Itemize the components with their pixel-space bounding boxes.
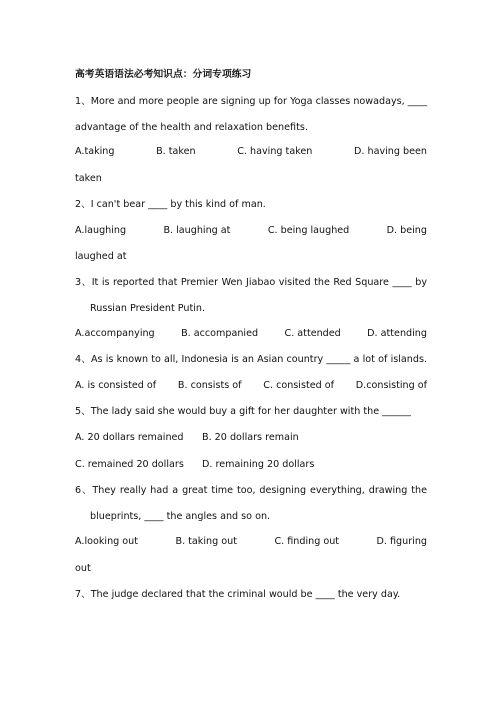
- option-a: A.laughing: [75, 225, 127, 236]
- question-1-text: 1、More and more people are signing up for Yoga classes nowadays, ____: [75, 96, 427, 107]
- option-d: D. attending: [367, 328, 427, 339]
- option-a: A. 20 dollars remained: [75, 432, 184, 443]
- option-d: D. being: [386, 225, 427, 236]
- option-c: C. remained 20 dollars: [75, 459, 184, 470]
- option-c: C. having taken: [237, 146, 313, 157]
- question-6-option-tail: out: [75, 563, 91, 574]
- question-1-text-cont: advantage of the health and relaxation benefits.: [75, 122, 308, 133]
- option-b: B. consists of: [177, 380, 242, 391]
- option-a: A. is consisted of: [75, 380, 157, 391]
- option-c: C. being laughed: [267, 225, 350, 236]
- option-a: A.taking: [75, 146, 115, 157]
- option-b: B. accompanied: [181, 328, 259, 339]
- option-a: A.accompanying: [75, 328, 155, 339]
- question-2-option-tail: laughed at: [75, 251, 127, 262]
- question-4-options: [75, 380, 427, 392]
- option-b: B. taken: [156, 146, 196, 157]
- question-2-options: [75, 225, 427, 237]
- option-d: D.consisting of: [355, 380, 427, 391]
- question-1-options: [75, 146, 427, 158]
- option-a: A.looking out: [75, 536, 139, 547]
- question-4-text: 4、As is known to all, Indonesia is an Asian country _____ a lot of islands.: [75, 354, 427, 365]
- option-d: D. having been: [354, 146, 427, 157]
- option-b: B. 20 dollars remain: [202, 432, 299, 443]
- question-5-text: 5、The lady said she would buy a gift for her daughter with the ______: [75, 406, 411, 417]
- option-d: D. figuring: [376, 536, 427, 547]
- question-3-options: [75, 328, 427, 340]
- question-3-text-cont: Russian President Putin.: [90, 303, 206, 314]
- question-1-option-tail: taken: [75, 173, 102, 184]
- question-3-text: 3、It is reported that Premier Wen Jiabao visited the Red Square ____ by: [75, 277, 427, 288]
- question-6-text-cont: blueprints, ____ the angles and so on.: [90, 511, 271, 522]
- page-title: 高考英语语法必考知识点：分词专项练习: [75, 69, 252, 80]
- option-c: C. attended: [284, 328, 341, 339]
- option-c: C. consisted of: [263, 380, 335, 391]
- question-7-text: 7、The judge declared that the criminal would be ____ the very day.: [75, 589, 401, 600]
- question-2-text: 2、I can't bear ____ by this kind of man.: [75, 199, 266, 210]
- option-b: B. taking out: [175, 536, 237, 547]
- question-6-options: [75, 536, 427, 548]
- option-c: C. finding out: [274, 536, 340, 547]
- question-6-text: 6、They really had a great time too, designing everything, drawing the: [75, 485, 427, 496]
- option-b: B. laughing at: [163, 225, 231, 236]
- option-d: D. remaining 20 dollars: [202, 459, 315, 470]
